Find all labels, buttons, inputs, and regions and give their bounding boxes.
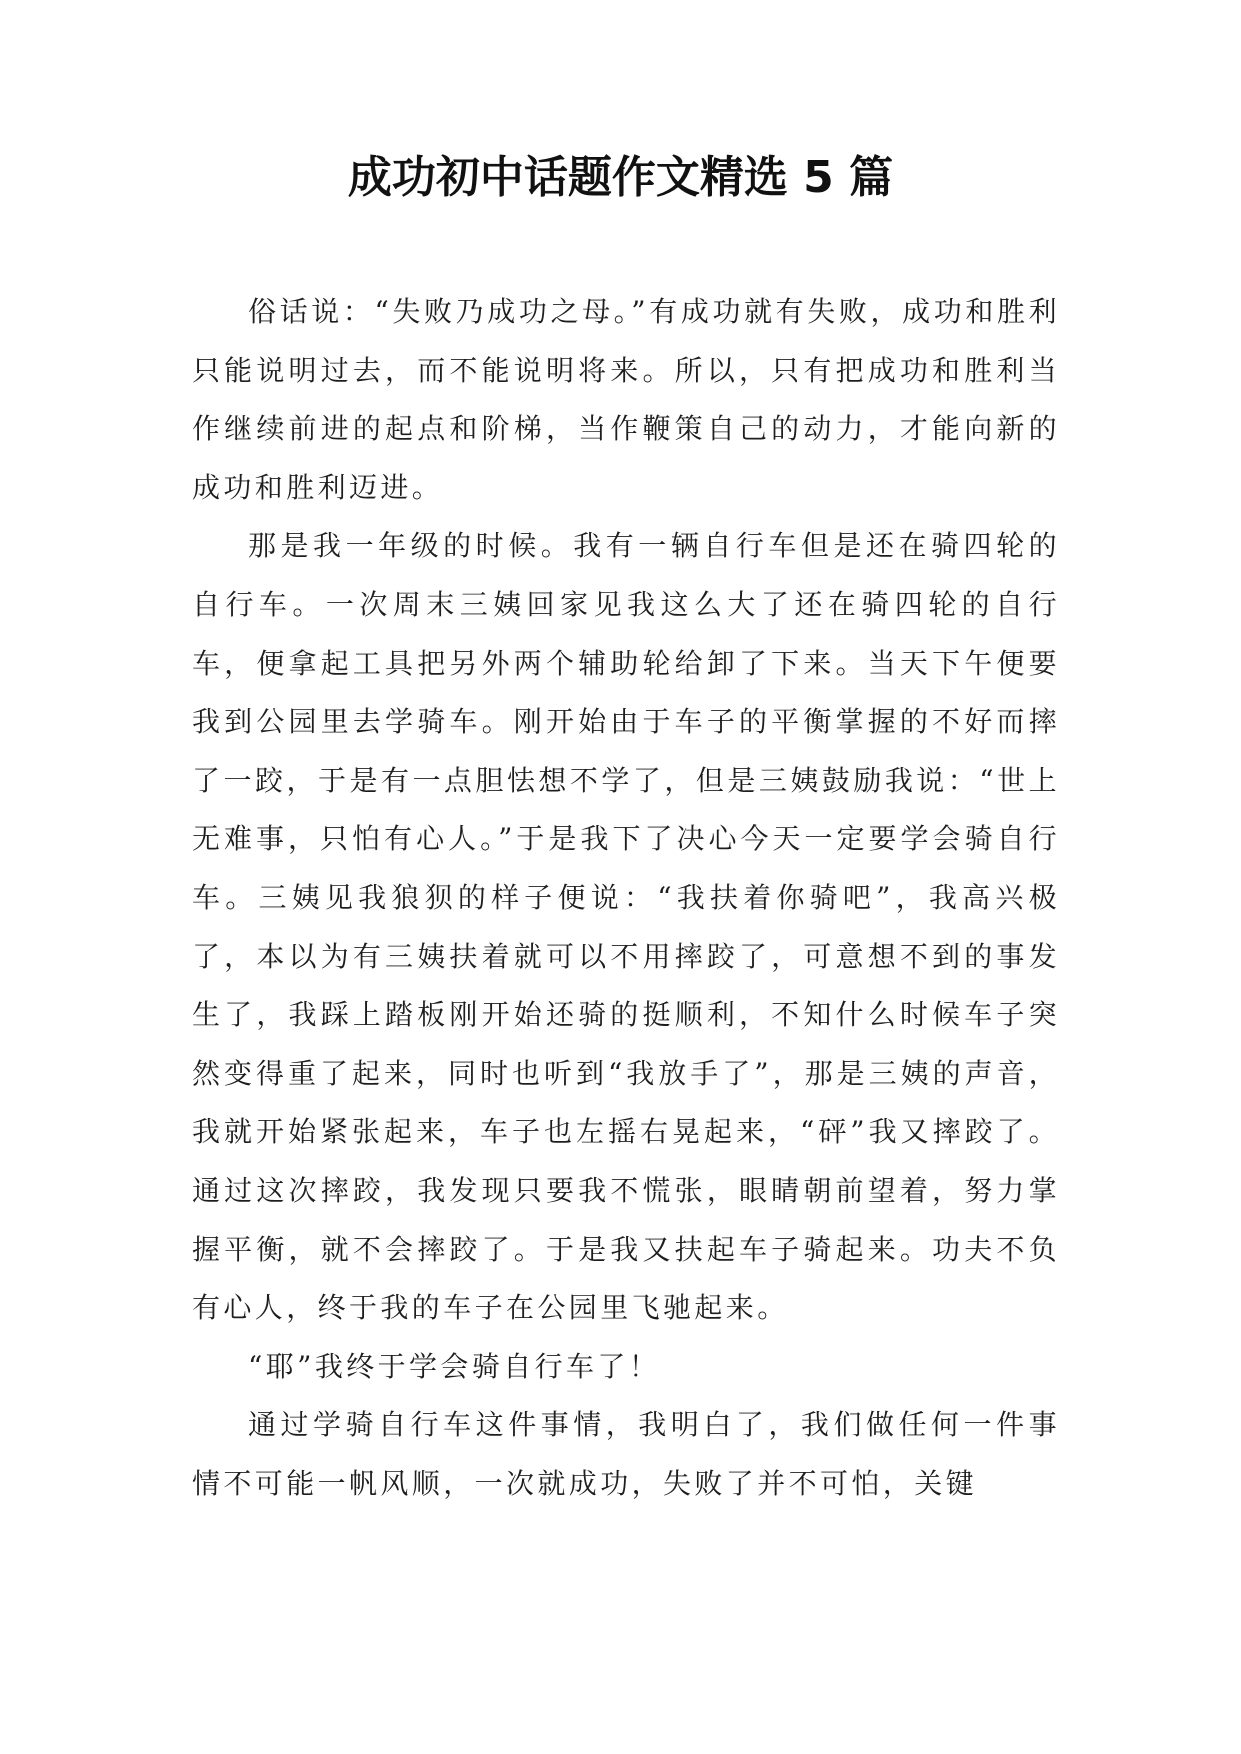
paragraph-4: 通过学骑自行车这件事情，我明白了，我们做任何一件事情不可能一帆风顺，一次就成功，失败了并不可怕，关键 — [192, 1408, 1060, 1500]
paragraph-2: 那是我一年级的时候。我有一辆自行车但是还在骑四轮的自行车。一次周末三姨回家见我这么大了还在骑四轮的自行车，便拿起工具把另外两个辅助轮给卸了下来。当天下午便要我到公园里去学骑车。刚开始由于车子的平衡掌握的不好而摔了一跤，于是有一点胆怯想不学了，但是三姨鼓励我说：“世上无难事，只怕有心人。”于是我下了决心今天一定要学会骑自行车。三姨见我狼狈的样子便说：“我扶着你骑吧”，我高兴极了，本以为有三姨扶着就可以不用摔跤了，可意想不到的事发生了，我踩上踏板刚开始还骑的挺顺利，不知什么时候车子突然变得重了起来，同时也听到“我放手了”，那是三姨的声音，我就开始紧张起来，车子也左摇右晃起来，“砰”我又摔跤了。 通过这次摔跤，我发现只要我不慌张，眼睛朝前望着，努力掌握平衡，就不会摔跤了。于是我又扶起车子骑起来。功夫不负有心人，终于我的车子在公园里飞驰起来。 — [192, 529, 1060, 1325]
document-title: 成功初中话题作文精选 5 篇 — [347, 152, 894, 203]
document-body — [192, 283, 1060, 1513]
paragraph-1: 俗话说：“失败乃成功之母。”有成功就有失败，成功和胜利只能说明过去，而不能说明将来。所以，只有把成功和胜利当作继续前进的起点和阶梯，当作鞭策自己的动力，才能向新的成功和胜利迈进。 — [192, 295, 1060, 504]
paragraph-3: “耶”我终于学会骑自行车了！ — [248, 1349, 661, 1383]
